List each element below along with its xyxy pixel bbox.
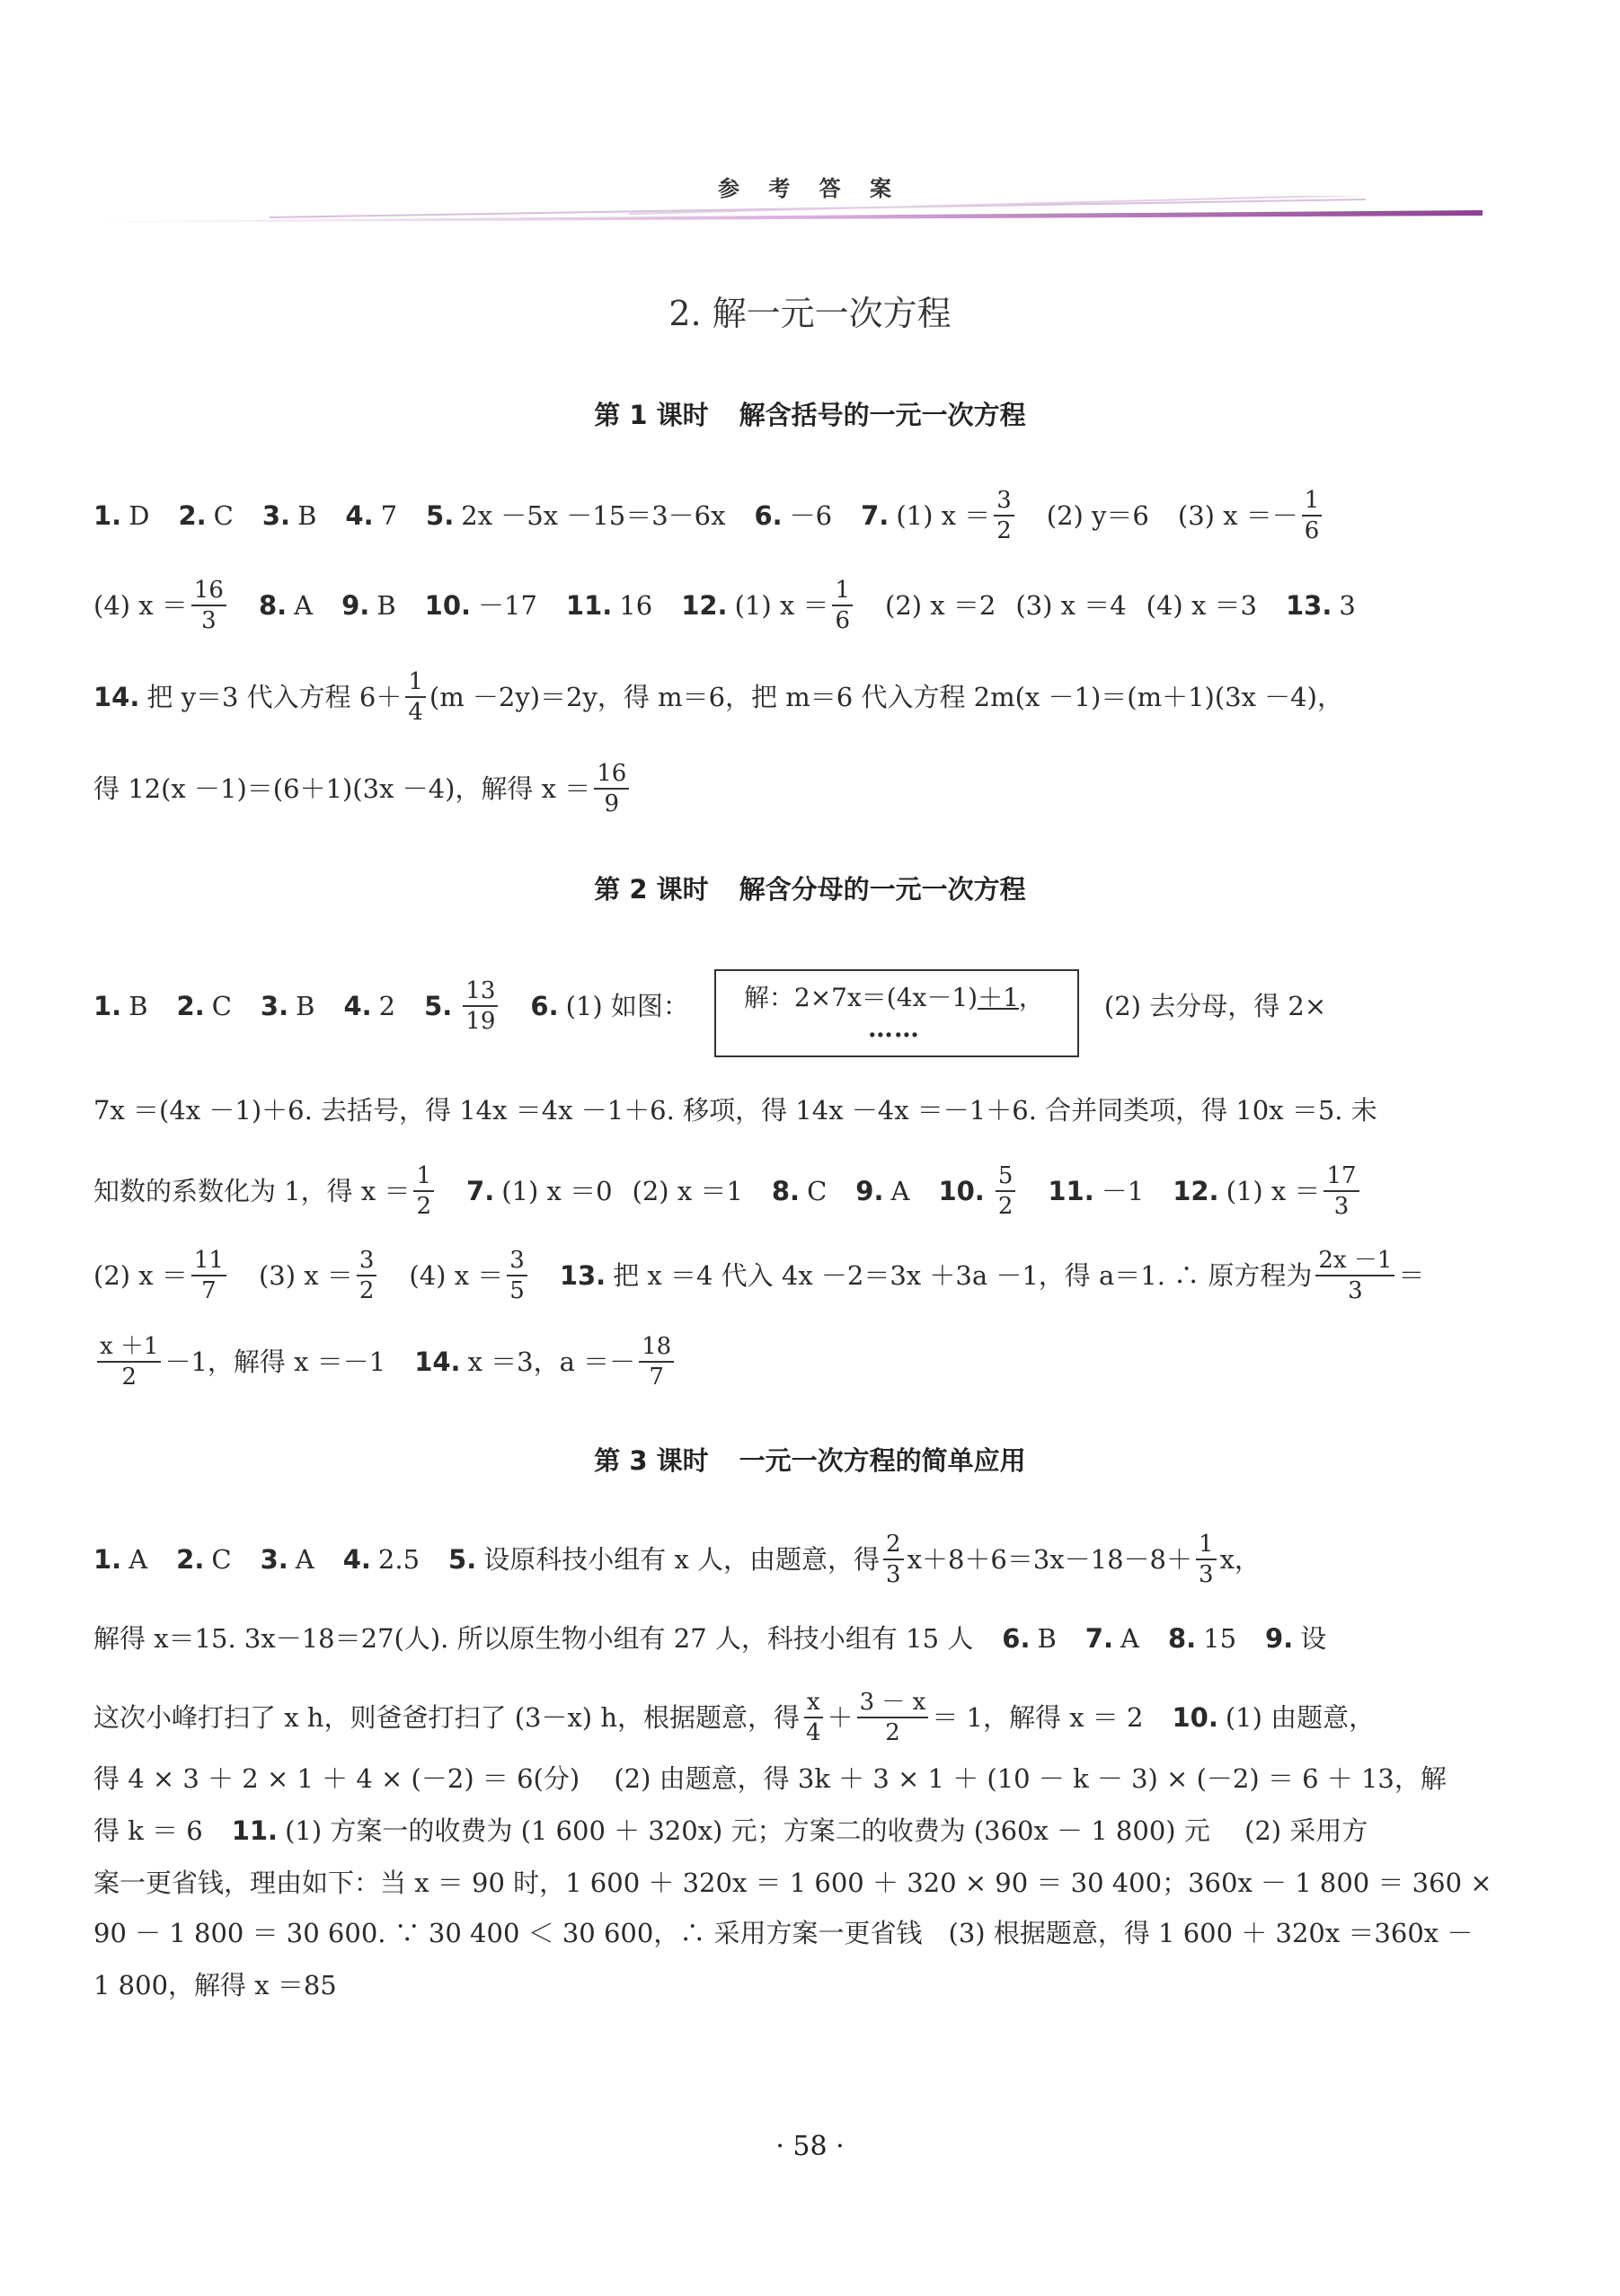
fraction bbox=[463, 979, 498, 1033]
lesson-3-line-8 bbox=[93, 1949, 1531, 2021]
answer-text: 解得 x＝15. 3x－18＝27(人). 所以原生物小组有 27 人，科技小组有 15 人 bbox=[93, 1623, 974, 1654]
fraction-numerator: 13 bbox=[463, 979, 498, 1007]
lesson-1-title bbox=[0, 395, 1620, 432]
answer: 2 bbox=[378, 991, 396, 1021]
fraction bbox=[803, 1691, 824, 1744]
answer: C bbox=[211, 991, 232, 1021]
section-title: 2. 解一元一次方程 bbox=[668, 294, 952, 333]
fraction-denominator: 3 bbox=[1199, 1561, 1214, 1588]
lesson-1-line-2 bbox=[93, 570, 1531, 641]
answer-text: 1 800，解得 x ＝85 bbox=[93, 1970, 337, 2000]
lesson-2-line-3 bbox=[93, 1155, 1531, 1227]
lesson-2-line-4 bbox=[93, 1240, 1531, 1311]
answer: (1) x ＝0 bbox=[501, 1176, 613, 1206]
answer: (2) x ＝1 bbox=[632, 1176, 743, 1206]
answer-text: 7x ＝(4x －1)＋6. 去括号，得 14x ＝4x －1＋6. 移项，得 14x －4x ＝－1＋6. 合并同类项，得 10x ＝5. 未 bbox=[93, 1095, 1377, 1126]
answer-text: (1) 由题意， bbox=[1225, 1702, 1376, 1733]
fraction-denominator: 3 bbox=[886, 1561, 901, 1588]
fraction-denominator: 5 bbox=[509, 1277, 525, 1304]
answer: A bbox=[1120, 1623, 1139, 1654]
fraction-numerator: x bbox=[804, 1691, 823, 1718]
answer-text: 得 4 × 3 ＋ 2 × 1 ＋ 4 × (－2) ＝ 6(分) (2) 由题意，得 3k ＋ 3 × 1 ＋ (10 － k － 3) × (－2) ＝ 6 ＋ 13，解 bbox=[93, 1763, 1447, 1794]
page-number: · 58 · bbox=[775, 2131, 845, 2162]
q-number: 11. bbox=[231, 1815, 279, 1846]
fraction-numerator: 16 bbox=[594, 762, 629, 790]
fraction-numerator: 11 bbox=[191, 1249, 226, 1276]
q-number: 6. bbox=[754, 500, 783, 531]
fraction-denominator: 3 bbox=[1348, 1277, 1363, 1304]
answer: 2x －5x －15＝3－6x bbox=[461, 500, 726, 531]
fraction-numerator: x ＋1 bbox=[97, 1335, 161, 1363]
lesson-2-number: 第 2 课时 bbox=[594, 874, 709, 905]
fraction bbox=[832, 578, 853, 632]
fraction-numerator: 1 bbox=[1196, 1532, 1217, 1560]
answer: B bbox=[296, 991, 315, 1021]
answer: (3) x ＝－ bbox=[1177, 500, 1298, 531]
answer-text: 这次小峰打扫了 x h，则爸爸打扫了 (3－x) h，根据题意，得 bbox=[93, 1702, 801, 1733]
answer: 15 bbox=[1203, 1623, 1237, 1654]
q-number: 9. bbox=[855, 1176, 884, 1206]
fraction bbox=[191, 578, 226, 632]
running-header-title: 参 考 答 案 bbox=[717, 176, 903, 201]
figure-box-underlined: ＋1 bbox=[978, 983, 1019, 1012]
answer-text: 90 － 1 800 ＝ 30 600. ∵ 30 400 ＜ 30 600，∴ 采用方案一更省钱 (3) 根据题意，得 1 600 ＋ 320x ＝360x － bbox=[93, 1918, 1474, 1948]
answer: 7 bbox=[380, 500, 398, 531]
fraction bbox=[883, 1532, 904, 1586]
q-number: 1. bbox=[93, 1544, 122, 1575]
answer: －17 bbox=[478, 590, 537, 621]
fraction-denominator: 4 bbox=[806, 1719, 821, 1746]
fraction-numerator: 1 bbox=[405, 670, 426, 698]
answer-text: x ＝3，a ＝－ bbox=[467, 1347, 636, 1377]
fraction-denominator: 3 bbox=[1333, 1193, 1350, 1220]
q-number: 6. bbox=[1002, 1623, 1031, 1654]
answer-text: 把 x ＝4 代入 4x －2＝3x ＋3a －1，得 a＝1. ∴ 原方程为 bbox=[613, 1260, 1313, 1291]
q-number: 13. bbox=[1285, 590, 1332, 621]
fraction bbox=[191, 1249, 226, 1303]
fraction-denominator: 6 bbox=[1304, 517, 1320, 544]
q-number: 14. bbox=[414, 1347, 461, 1377]
q-number: 5. bbox=[426, 500, 455, 531]
answer: 2.5 bbox=[377, 1544, 420, 1575]
answer: A bbox=[295, 1544, 314, 1575]
answer: －6 bbox=[789, 500, 833, 531]
figure-box-text: ， bbox=[1018, 983, 1044, 1012]
lesson-2-line-2 bbox=[93, 1074, 1531, 1146]
answer-text: x， bbox=[1219, 1544, 1261, 1575]
answer: (4) x ＝ bbox=[93, 590, 188, 621]
lesson-3-line-1 bbox=[93, 1523, 1531, 1595]
fraction-denominator: 19 bbox=[465, 1008, 496, 1035]
lesson-2-name: 解含分母的一元一次方程 bbox=[739, 874, 1026, 905]
fraction bbox=[994, 489, 1014, 543]
q-number: 11. bbox=[565, 590, 613, 621]
q-number: 8. bbox=[1167, 1623, 1197, 1654]
answer: C bbox=[807, 1176, 828, 1206]
lesson-2-line-1 bbox=[93, 970, 1531, 1042]
answer: (4) x ＝ bbox=[409, 1260, 504, 1291]
answer: (2) x ＝ bbox=[93, 1260, 188, 1291]
answer-text: (1) 方案一的收费为 (1 600 ＋ 320x) 元；方案二的收费为 (360x － 1 800) 元 (2) 采用方 bbox=[285, 1815, 1368, 1846]
answer: (1) 如图： bbox=[565, 991, 689, 1021]
fraction bbox=[405, 670, 426, 724]
fraction bbox=[413, 1164, 434, 1218]
fraction-numerator: 3 bbox=[357, 1249, 377, 1276]
answer: (2) 去分母，得 2× bbox=[1103, 991, 1327, 1021]
answer: (1) x ＝ bbox=[734, 590, 829, 621]
q-number: 7. bbox=[1084, 1623, 1113, 1654]
fraction-numerator: 5 bbox=[996, 1164, 1016, 1192]
q-number: 1. bbox=[93, 500, 122, 531]
q-number: 12. bbox=[681, 590, 728, 621]
answer: 3 bbox=[1339, 590, 1356, 621]
q-number: 10. bbox=[424, 590, 472, 621]
q-number: 4. bbox=[343, 991, 372, 1021]
fraction-numerator: 2 bbox=[883, 1532, 904, 1560]
fraction-denominator: 2 bbox=[121, 1364, 137, 1391]
q-number: 3. bbox=[260, 1544, 288, 1575]
q-number: 8. bbox=[258, 590, 288, 621]
lesson-3-number: 第 3 课时 bbox=[594, 1445, 709, 1476]
answer: (3) x ＝ bbox=[258, 1260, 353, 1291]
answer: (2) y＝6 bbox=[1046, 500, 1149, 531]
lesson-3-title bbox=[0, 1441, 1620, 1478]
q-number: 5. bbox=[424, 991, 453, 1021]
q-number: 6. bbox=[530, 991, 559, 1021]
fraction-numerator: 1 bbox=[1302, 489, 1323, 517]
lesson-1-line-3 bbox=[93, 661, 1531, 733]
fraction bbox=[1323, 1164, 1359, 1218]
answer-text: ＝ 1，解得 x ＝ 2 bbox=[932, 1702, 1144, 1733]
fraction bbox=[1196, 1532, 1217, 1586]
fraction-denominator: 2 bbox=[416, 1193, 432, 1220]
q-number: 12. bbox=[1173, 1176, 1219, 1206]
fraction bbox=[594, 762, 629, 816]
fraction-denominator: 2 bbox=[996, 517, 1012, 544]
answer-text: 设原科技小组有 x 人，由题意，得 bbox=[483, 1544, 881, 1575]
answer: B bbox=[128, 991, 148, 1021]
answer: (1) x ＝ bbox=[896, 500, 991, 531]
lesson-3-name: 一元一次方程的简单应用 bbox=[739, 1445, 1026, 1476]
q-number: 10. bbox=[938, 1176, 985, 1206]
answer: (3) x ＝4 bbox=[1015, 590, 1127, 621]
q-number: 8. bbox=[771, 1176, 801, 1206]
fraction-numerator: 18 bbox=[639, 1335, 674, 1363]
lesson-1-number: 第 1 课时 bbox=[594, 400, 709, 430]
answer-text: －1，解得 x ＝－1 bbox=[164, 1347, 386, 1377]
q-number: 14. bbox=[93, 682, 140, 712]
fraction-numerator: 1 bbox=[413, 1164, 434, 1192]
answer-text: ＝ bbox=[1398, 1260, 1425, 1291]
answer: B bbox=[376, 590, 396, 621]
fraction-numerator: 1 bbox=[832, 578, 853, 606]
q-number: 2. bbox=[176, 1544, 205, 1575]
fraction-denominator: 3 bbox=[201, 607, 217, 634]
q-number: 1. bbox=[93, 991, 122, 1021]
fraction bbox=[97, 1335, 161, 1389]
fraction-numerator: 3 － x bbox=[857, 1691, 929, 1718]
header-decorative-rule bbox=[90, 196, 1492, 232]
fraction-numerator: 17 bbox=[1323, 1164, 1359, 1192]
fraction bbox=[996, 1164, 1016, 1218]
lesson-1-line-4 bbox=[93, 753, 1531, 825]
answer: (4) x ＝3 bbox=[1146, 590, 1257, 621]
q-number: 5. bbox=[448, 1544, 477, 1575]
answer-text: 设 bbox=[1300, 1623, 1327, 1654]
fraction bbox=[857, 1691, 929, 1744]
answer-text: 案一更省钱，理由如下：当 x ＝ 90 时，1 600 ＋ 320x ＝ 1 600 ＋ 320 × 90 ＝ 30 400；360x － 1 800 ＝ 360 × bbox=[93, 1868, 1492, 1898]
answer: A bbox=[890, 1176, 910, 1206]
answer: (1) x ＝ bbox=[1226, 1176, 1321, 1206]
answer-text: 知数的系数化为 1，得 x ＝ bbox=[93, 1176, 411, 1206]
answer: B bbox=[297, 500, 317, 531]
q-number: 10. bbox=[1172, 1702, 1218, 1733]
fraction-denominator: 7 bbox=[649, 1364, 664, 1391]
q-number: 7. bbox=[466, 1176, 495, 1206]
fraction-numerator: 2x －1 bbox=[1315, 1249, 1394, 1276]
q-number: 2. bbox=[178, 500, 207, 531]
q-number: 9. bbox=[341, 590, 370, 621]
q-number: 3. bbox=[260, 991, 289, 1021]
answer: 16 bbox=[619, 590, 653, 621]
answer: A bbox=[128, 1544, 148, 1575]
fraction-denominator: 2 bbox=[359, 1277, 375, 1304]
answer-text: ＋ bbox=[827, 1702, 854, 1733]
figure-box-ellipsis: …… bbox=[867, 1013, 920, 1043]
q-number: 9. bbox=[1265, 1623, 1294, 1654]
fraction-numerator: 3 bbox=[994, 489, 1014, 517]
answer: －1 bbox=[1101, 1176, 1145, 1206]
fraction bbox=[357, 1249, 377, 1303]
answer: D bbox=[128, 500, 150, 531]
answer-text: (m －2y)＝2y，得 m＝6，把 m＝6 代入方程 2m(x －1)＝(m＋1)(3x －4)， bbox=[429, 682, 1343, 712]
q-number: 13. bbox=[559, 1260, 606, 1291]
lesson-1-name: 解含括号的一元一次方程 bbox=[739, 400, 1026, 430]
lesson-1-line-1 bbox=[93, 480, 1531, 552]
answer-text: 得 k ＝ 6 bbox=[93, 1815, 203, 1846]
answer: (2) x ＝2 bbox=[885, 590, 996, 621]
lesson-3-line-2 bbox=[93, 1603, 1531, 1674]
fraction-numerator: 3 bbox=[507, 1249, 527, 1276]
figure-box-text: 解：2×7x＝(4x－1) bbox=[743, 983, 978, 1012]
answer: C bbox=[211, 1544, 232, 1575]
answer-text: 把 y＝3 代入方程 6＋ bbox=[146, 682, 403, 712]
q-number: 4. bbox=[342, 1544, 371, 1575]
fraction-denominator: 9 bbox=[604, 790, 620, 817]
fraction-denominator: 4 bbox=[408, 699, 423, 726]
q-number: 7. bbox=[861, 500, 890, 531]
fraction bbox=[507, 1249, 527, 1303]
figure-box bbox=[714, 969, 1079, 1057]
answer: A bbox=[294, 590, 314, 621]
fraction-denominator: 2 bbox=[885, 1719, 900, 1746]
fraction bbox=[639, 1335, 674, 1389]
fraction-denominator: 6 bbox=[835, 607, 850, 634]
q-number: 4. bbox=[345, 500, 374, 531]
answer: B bbox=[1037, 1623, 1057, 1654]
fraction-numerator: 16 bbox=[191, 578, 226, 606]
answer: C bbox=[213, 500, 234, 531]
answer-text: x＋8＋6＝3x－18－8＋ bbox=[907, 1544, 1193, 1575]
fraction bbox=[1315, 1249, 1394, 1303]
fraction-denominator: 7 bbox=[201, 1277, 217, 1304]
q-number: 3. bbox=[261, 500, 291, 531]
q-number: 11. bbox=[1048, 1176, 1094, 1206]
lesson-2-line-5 bbox=[93, 1326, 1531, 1398]
lesson-2-title bbox=[0, 870, 1620, 906]
q-number: 2. bbox=[176, 991, 205, 1021]
fraction bbox=[1302, 489, 1323, 543]
fraction-denominator: 2 bbox=[997, 1193, 1014, 1220]
answer-text: 得 12(x －1)＝(6＋1)(3x －4)，解得 x ＝ bbox=[93, 773, 591, 804]
